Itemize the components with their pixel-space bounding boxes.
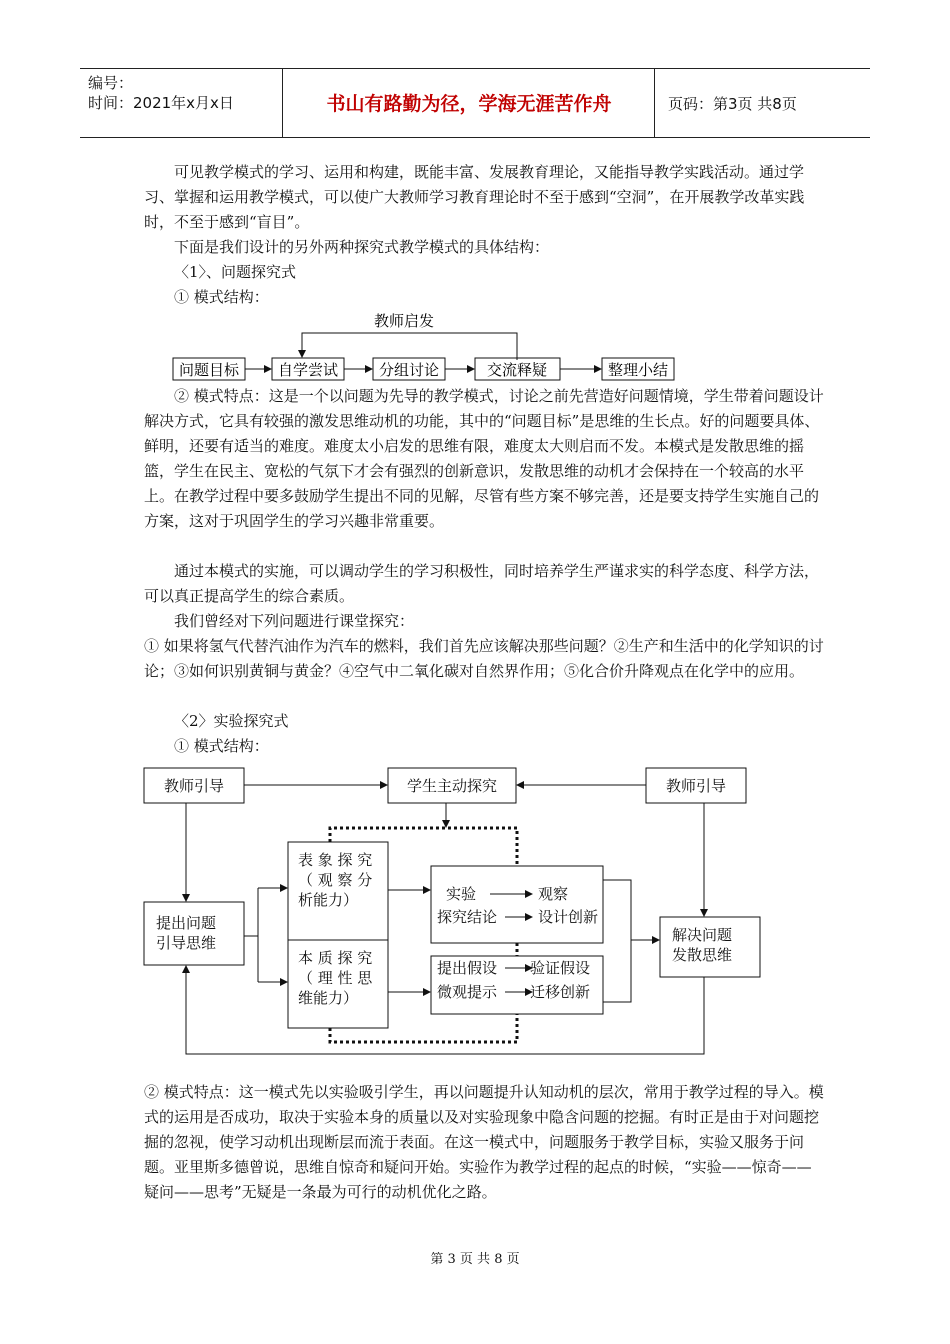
guide-thinking-label: 引导思维 (156, 934, 217, 952)
design-label: 设计创新 (538, 908, 599, 926)
paragraph-structures: 下面是我们设计的另外两种探究式教学模式的具体结构： (174, 238, 550, 256)
appearance-sub: （ 观 察 分 (298, 871, 373, 889)
transfer-label: 迁移创新 (530, 983, 591, 1001)
student-explore-label: 学生主动探究 (406, 777, 498, 795)
step-summary: 整理小结 (607, 361, 669, 379)
page-header (80, 68, 870, 138)
branch-line (244, 888, 258, 936)
paragraph-examples: ① 如果将氢气代替汽油作为汽车的燃料，我们首先应该解决那些问题？②生产和生活中的化学知识的讨论；③如何识别黄铜与黄金？④空气中二氧化碳对自然界作用；⑤化合价升降观点在化学中的应用。 (144, 637, 824, 680)
observe-label: 观察 (538, 885, 569, 903)
paragraph-implementation: 通过本模式的实施，可以调动学生的学习积极性，同时培养学生严谨求实的科学态度、科学方法，可以真正提高学生的综合素质。 (144, 562, 820, 605)
paragraph-intro: 可见教学模式的学习、运用和构建，既能丰富、发展教育理论，又能指导教学实践活动。通过学习、掌握和运用教学模式，可以使广大教师学习教育理论时不至于感到“空洞”，在开展教学改革实践时，不至于感到“盲目”。 (144, 163, 805, 231)
essence-title: 本 质 探 究 (298, 949, 373, 967)
solve-problem-label: 解决问题 (672, 926, 733, 944)
paragraph-features-1: ② 模式特点：这是一个以问题为先导的教学模式，讨论之前先营造好问题情境，学生带着问题设计解决方式，它具有较强的激发思维动机的功能，其中的“问题目标”是思维的生长点。好的问题要具体、鲜明，还要有适当的难度。难度太小启发的思维有限，难度太大则启而不发。本模式是发散思维的摇篮，学生在民主、宽松的气氛下才会有强烈的创新意识，发散思维的动机才会保持在一个较高的水平上。在教学过程中要多鼓励学生提出不同的见解，尽管有些方案不够完善，还是要支持学生实施自己的方案，这对于巩固学生的学习兴趣非常重要。 (144, 387, 824, 530)
step-group-discuss: 分组讨论 (378, 361, 440, 379)
teacher-guide-left-label: 教师引导 (163, 777, 225, 795)
doc-number-label: 编号： (88, 74, 134, 92)
header-divider (282, 69, 283, 137)
divergent-thinking-label: 发散思维 (672, 946, 733, 964)
page-footer: 第 3 页 共 8 页 (430, 1252, 520, 1267)
diagram-experiment-inquiry (0, 760, 950, 1070)
essence-sub: （ 理 性 思 (298, 969, 373, 987)
header-motto: 书山有路勤为径，学海无涯苦作舟 (326, 93, 612, 115)
merge-line (603, 880, 631, 1002)
diagram-problem-inquiry (0, 300, 950, 385)
box-experiment (431, 866, 603, 943)
heading-experiment-inquiry: 〈2〉实验探究式 (174, 712, 289, 730)
paragraph-examples-intro: 我们曾经对下列问题进行课堂探究： (174, 612, 415, 630)
teacher-inspire-label: 教师启发 (373, 312, 435, 330)
step-problem-goal: 问题目标 (178, 361, 240, 379)
hypothesis-label: 提出假设 (437, 959, 498, 977)
header-meta (88, 73, 234, 113)
paragraph-features-2: ② 模式特点：这一模式先以实验吸引学生，再以问题提升认知动机的层次，常用于教学过程的导入。模式的运用是否成功，取决于实验本身的质量以及对实验现象中隐含问题的挖掘。有时正是由于对问题挖掘的忽视，使学习动机出现断层而流于表面。在这一模式中，问题服务于教学目标，实验又服务于问题。亚里斯多德曾说，思维自惊奇和疑问开始。实验作为教学过程的起点的时候，“实验——惊奇——疑问——思考”无疑是一条最为可行的动机优化之路。 (144, 1083, 824, 1201)
experiment-label: 实验 (446, 885, 477, 903)
header-divider (654, 69, 655, 137)
header-page-info: 页码：第3页 共8页 (668, 95, 797, 113)
teacher-guide-right-label: 教师引导 (665, 777, 727, 795)
appearance-title: 表 象 探 究 (298, 851, 373, 869)
step-exchange: 交流释疑 (486, 361, 548, 379)
conclusion-label: 探究结论 (437, 908, 498, 926)
step-self-study: 自学尝试 (277, 361, 339, 379)
micro-label: 微观提示 (437, 983, 498, 1001)
doc-date: 时间：2021年x月x日 (88, 94, 234, 112)
raise-question-label: 提出问题 (156, 914, 217, 932)
verify-label: 验证假设 (530, 959, 591, 977)
essence-ability: 维能力） (298, 989, 359, 1007)
feedback-line (302, 333, 517, 360)
heading-structure-1: ① 模式结构： (174, 288, 269, 306)
appearance-ability: 析能力） (298, 891, 359, 909)
heading-problem-inquiry: 〈1〉、问题探究式 (174, 263, 297, 281)
heading-structure-2: ① 模式结构： (174, 737, 269, 755)
